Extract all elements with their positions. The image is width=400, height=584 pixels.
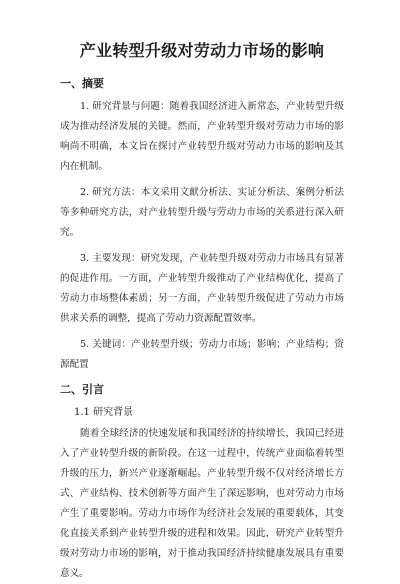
abstract-paragraph-background: 1. 研究背景与问题：随着我国经济进入新常态，产业转型升级成为推动经济发展的关键。然而，产业转型升级对劳动力市场的影响尚不明确，本文旨在探讨产业转型升级对劳动力市场的影响及其内在机制。 (60, 101, 344, 172)
section-heading-abstract: 一、摘要 (60, 77, 104, 90)
introduction-paragraph: 随着全球经济的快速发展和我国经济的持续增长，我国已经进入了产业转型升级的新阶段。在这一过程中，传统产业面临着转型升级的压力，新兴产业逐渐崛起。产业转型升级不仅对经济增长方式、产业结构、技术创新等方面产生了深远影响，也对劳动力市场产生了重要影响。劳动力市场作为经济社会发展的重要载体，其变化直接关系到产业转型升级的进程和效果。因此，研究产业转型升级对劳动力市场的影响，对于推动我国经济持续健康发展具有重要意义。 (60, 428, 344, 579)
abstract-paragraph-keywords: 5. 关键词：产业转型升级；劳动力市场；影响；产业结构；资源配置 (60, 339, 344, 370)
document-title: 产业转型升级对劳动力市场的影响 (79, 41, 325, 60)
abstract-paragraph-findings: 3. 主要发现：研究发现，产业转型升级对劳动力市场具有显著的促进作用。一方面，产业转型升级推动了产业结构优化，提高了劳动力市场整体素质；另一方面，产业转型升级促进了劳动力市场供求关系的调整，提高了劳动力资源配置效率。 (60, 253, 344, 324)
section-heading-introduction: 二、引言 (60, 383, 104, 396)
subsection-heading-background: 1.1 研究背景 (74, 407, 134, 418)
abstract-paragraph-methods: 2. 研究方法：本文采用文献分析法、实证分析法、案例分析法等多种研究方法，对产业转型升级与劳动力市场的关系进行深入研究。 (60, 187, 344, 238)
